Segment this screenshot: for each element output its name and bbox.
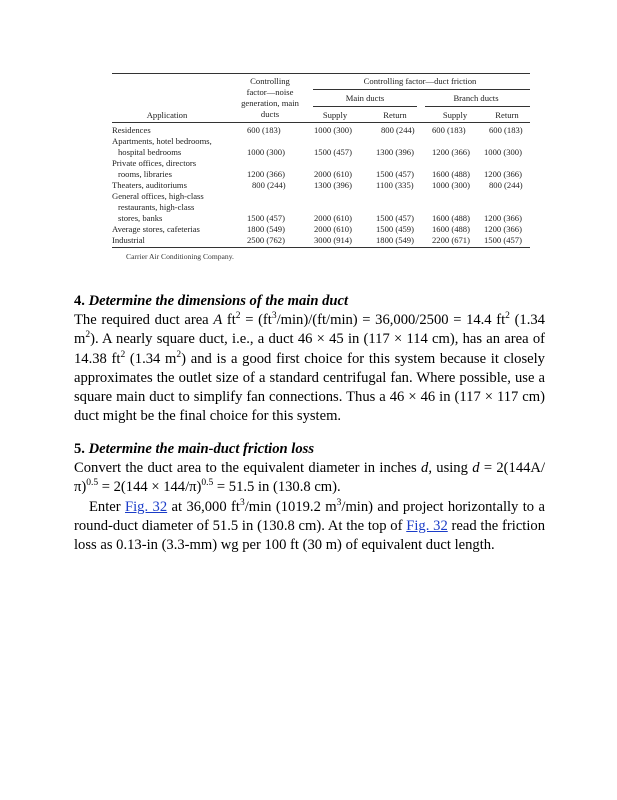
application-header: Application (146, 110, 188, 120)
section-4 (74, 292, 545, 426)
friction-group-header: Controlling factor—duct friction (363, 76, 477, 86)
header-bottom-rule (112, 122, 530, 123)
main-ducts-rule (313, 106, 417, 107)
table-credit: Carrier Air Conditioning Company. (126, 252, 234, 261)
noise-column-header: Controlling factor—noise generation, main ducts (241, 76, 299, 119)
main-ducts-header: Main ducts (345, 93, 385, 103)
branch-ducts-rule (425, 106, 530, 107)
section-4-heading: 4. Determine the dimensions of the main duct (74, 293, 349, 309)
table-bottom-rule (112, 247, 530, 248)
section-5-heading: 5. Determine the main-duct friction loss (74, 441, 315, 457)
branch-ducts-header: Branch ducts (453, 93, 499, 103)
section-5-paragraph-1: Convert the duct area to the equivalent diameter in inches d, using $d = 2(144A/\pi)^{0.5} = 2(144 \times 144/\pi)^{0.5} = 51.5$ in (130.8 cm). (74, 460, 546, 496)
table-top-rule (112, 73, 530, 74)
section-5 (74, 440, 545, 555)
section-5-paragraph-2: Enter Fig. 32 at 36,000 $ft^3/\min$ (1019.2 $m^3/\min$) and project horizontally to a round-duct diameter of 51.5 in (130.8 cm). At the top of Fig. 32 read the friction loss as 0.13-in (3.3-mm) wg per 100 ft (30 m) of equivalent duct length. (74, 497, 546, 554)
branch-return-header: Return (495, 110, 519, 120)
branch-supply-header: Supply (442, 110, 468, 120)
fig-32-link[interactable]: Fig. 32 (125, 498, 168, 515)
main-return-header: Return (383, 110, 407, 120)
fig-32-link[interactable]: Fig. 32 (406, 517, 448, 534)
section-4-paragraph: The required duct area A $ft^2 = (ft^3/\min)/(ft/\min) = 36,000/2500 = 14.4$ $ft^2$ (1.34 $m^2$). A nearly square duct, i.e., a duct 46 × 45 in (117 × 114 cm), has an area of 14.38 $ft^2$ (1.34 $m^2$) and is a good first choice for this system because it closely approximates the outlet size of a standard centrifugal fan. Where possible, use a square main duct to simplify fan connections. Thus a 46 × 46 in (117 × 117 cm) duct might be the final choice for this system. (74, 311, 545, 425)
friction-group-rule (313, 89, 530, 90)
main-supply-header: Supply (322, 110, 348, 120)
